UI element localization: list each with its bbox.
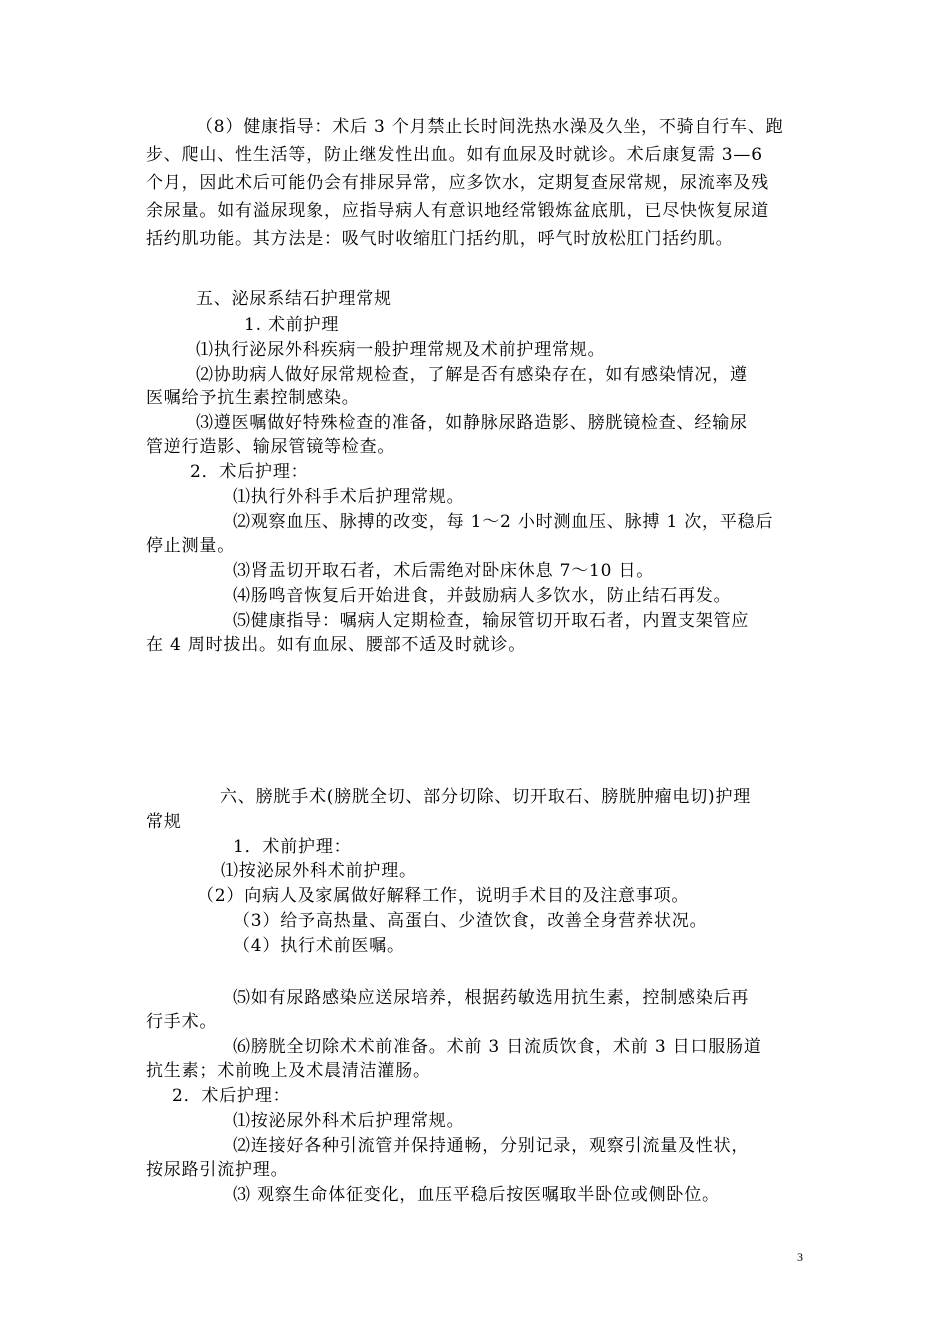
text-line: 个月，因此术后可能仍会有排尿异常，应多饮水，定期复查尿常规，尿流率及残 (146, 173, 769, 193)
text-line: 管逆行造影、输尿管镜等检查。 (146, 437, 396, 457)
section-heading: 六、膀胱手术(膀胱全切、部分切除、切开取石、膀胱肿瘤电切)护理 (220, 787, 752, 807)
text-line: ⑵连接好各种引流管并保持通畅，分别记录，观察引流量及性状， (233, 1136, 750, 1156)
section-heading: 五、泌尿系结石护理常规 (196, 289, 392, 309)
text-line: ⑹膀胱全切除术术前准备。术前 3 日流质饮食，术前 3 日口服肠道 (233, 1037, 762, 1057)
section-heading-continued: 常规 (146, 812, 182, 832)
text-line: ⑴按泌尿外科术前护理。 (221, 861, 417, 881)
text-line: 余尿量。如有溢尿现象，应指导病人有意识地经常锻炼盆底肌，已尽快恢复尿道 (146, 201, 769, 221)
text-line: ⑴执行外科手术后护理常规。 (233, 487, 465, 507)
text-line: 行手术。 (146, 1012, 218, 1032)
text-line: 抗生素；术前晚上及术晨清洁灌肠。 (146, 1061, 431, 1081)
subsection-heading: 2．术后护理： (172, 1086, 291, 1106)
text-line: （8）健康指导：术后 3 个月禁止长时间洗热水澡及久坐，不骑自行车、跑 (196, 117, 784, 137)
text-line: 括约肌功能。其方法是：吸气时收缩肛门括约肌，呼气时放松肛门括约肌。 (146, 229, 734, 249)
subsection-heading: 1．术前护理： (233, 837, 352, 857)
text-line: 医嘱给予抗生素控制感染。 (146, 388, 360, 408)
text-line: ⑸如有尿路感染应送尿培养，根据药敏选用抗生素，控制感染后再 (233, 988, 750, 1008)
subsection-heading: 2．术后护理： (190, 462, 309, 482)
page-number: 3 (797, 1250, 803, 1264)
text-line: 停止测量。 (146, 536, 235, 556)
text-line: ⑸健康指导：嘱病人定期检查，输尿管切开取石者，内置支架管应 (233, 611, 750, 631)
text-line: ⑴按泌尿外科术后护理常规。 (233, 1111, 465, 1131)
text-line: ⑷肠鸣音恢复后开始进食，并鼓励病人多饮水，防止结石再发。 (233, 586, 732, 606)
text-line: ⑴执行泌尿外科疾病一般护理常规及术前护理常规。 (196, 340, 606, 360)
text-line: 按尿路引流护理。 (146, 1160, 289, 1180)
text-line: 步、爬山、性生活等，防止继发性出血。如有血尿及时就诊。术后康复需 3—6 (146, 145, 763, 165)
text-line: （3）给予高热量、高蛋白、少渣饮食，改善全身营养状况。 (233, 911, 708, 931)
text-line: ⑶肾盂切开取石者，术后需绝对卧床休息 7～10 日。 (233, 561, 655, 581)
text-line: （4）执行术前医嘱。 (233, 936, 405, 956)
text-line: ⑵协助病人做好尿常规检查，了解是否有感染存在，如有感染情况，遵 (196, 365, 748, 385)
text-line: 在 4 周时拔出。如有血尿、腰部不适及时就诊。 (146, 635, 527, 655)
text-line: ⑶遵医嘱做好特殊检查的准备，如静脉尿路造影、膀胱镜检查、经输尿 (196, 413, 748, 433)
text-line: ⑶ 观察生命体征变化，血压平稳后按医嘱取半卧位或侧卧位。 (233, 1185, 720, 1205)
subsection-heading: 1. 术前护理 (244, 315, 340, 335)
text-line: （2）向病人及家属做好解释工作，说明手术目的及注意事项。 (197, 886, 690, 906)
text-line: ⑵观察血压、脉搏的改变，每 1～2 小时测血压、脉搏 1 次，平稳后 (233, 512, 774, 532)
